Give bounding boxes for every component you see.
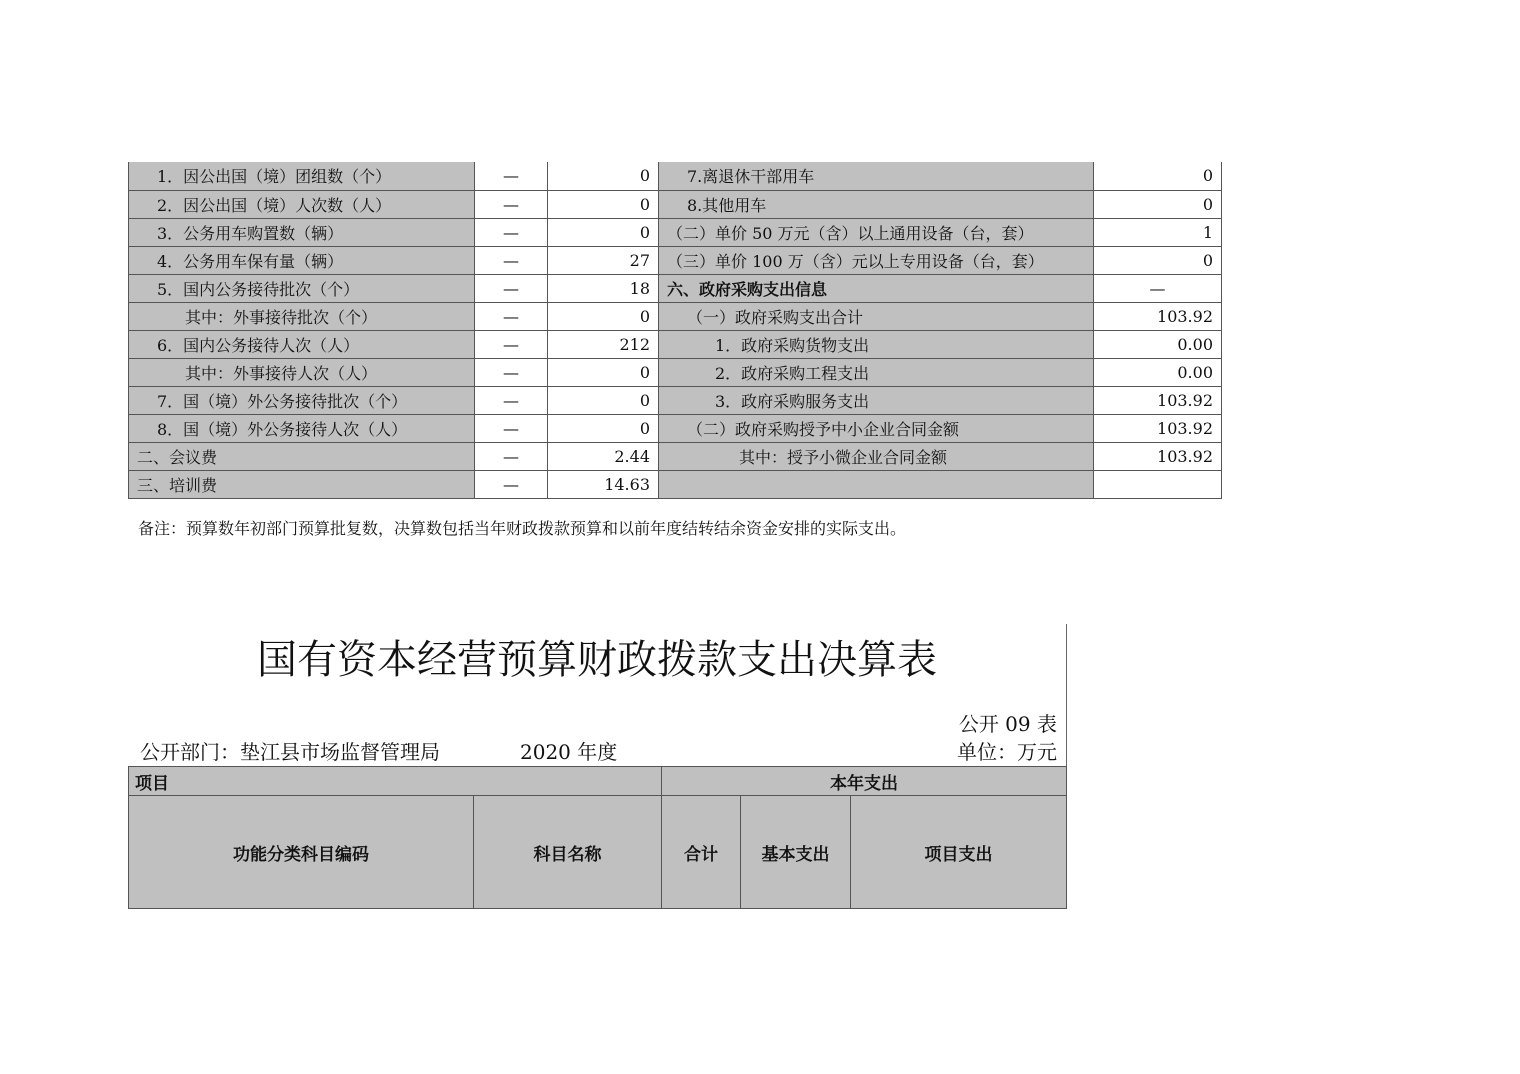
row-mark: — — [475, 274, 548, 302]
row-value: 0 — [548, 190, 659, 218]
row-value: 1 — [1094, 218, 1222, 246]
table-header-row — [129, 767, 1067, 796]
table-row — [129, 358, 1222, 386]
col-total: 合计 — [662, 796, 741, 909]
row-value: 0 — [1094, 246, 1222, 274]
row-label: 2．政府采购工程支出 — [659, 358, 1094, 386]
table-row — [129, 246, 1222, 274]
table-row — [129, 274, 1222, 302]
row-label: 3．公务用车购置数（辆） — [129, 218, 475, 246]
divider — [1066, 624, 1067, 766]
row-mark: — — [475, 330, 548, 358]
row-value: 0 — [1094, 190, 1222, 218]
row-mark: — — [475, 358, 548, 386]
row-label: 5．国内公务接待批次（个） — [129, 274, 475, 302]
row-value: 103.92 — [1094, 386, 1222, 414]
row-value: 14.63 — [548, 470, 659, 498]
table-header-row — [129, 796, 1067, 909]
row-value: 0.00 — [1094, 330, 1222, 358]
row-mark: — — [475, 386, 548, 414]
row-label: 7.离退休干部用车 — [659, 162, 1094, 190]
stats-table — [128, 162, 1222, 499]
row-value: 0 — [548, 302, 659, 330]
row-value: 0 — [1094, 162, 1222, 190]
row-mark: — — [475, 190, 548, 218]
col-project: 项目支出 — [851, 796, 1067, 909]
capital-budget-table — [128, 766, 1067, 909]
department-label: 公开部门：垫江县市场监督管理局 — [140, 740, 440, 764]
col-code: 功能分类科目编码 — [129, 796, 474, 909]
row-mark: — — [475, 442, 548, 470]
row-value — [1094, 470, 1222, 498]
row-label: 7．国（境）外公务接待批次（个） — [129, 386, 475, 414]
row-label: （一）政府采购支出合计 — [659, 302, 1094, 330]
table-code: 公开 09 表 — [958, 712, 1057, 736]
row-label: 其中：外事接待批次（个） — [129, 302, 475, 330]
row-label: 6．国内公务接待人次（人） — [129, 330, 475, 358]
table-row — [129, 190, 1222, 218]
row-label: 8.其他用车 — [659, 190, 1094, 218]
row-label: 8．国（境）外公务接待人次（人） — [129, 414, 475, 442]
row-label: 4．公务用车保有量（辆） — [129, 246, 475, 274]
row-value: 103.92 — [1094, 302, 1222, 330]
table-row — [129, 442, 1222, 470]
table-row — [129, 218, 1222, 246]
row-value: 2.44 — [548, 442, 659, 470]
row-value: 27 — [548, 246, 659, 274]
row-label: （二）单价 50 万元（含）以上通用设备（台，套） — [659, 218, 1094, 246]
row-label: 二、会议费 — [129, 442, 475, 470]
table-row — [129, 470, 1222, 498]
section-heading: 六、政府采购支出信息 — [659, 274, 1094, 302]
row-value: 103.92 — [1094, 414, 1222, 442]
table-row — [129, 414, 1222, 442]
row-label: （二）政府采购授予中小企业合同金额 — [659, 414, 1094, 442]
row-value: 0.00 — [1094, 358, 1222, 386]
row-value: 0 — [548, 358, 659, 386]
row-value: 0 — [548, 218, 659, 246]
row-value: 212 — [548, 330, 659, 358]
col-name: 科目名称 — [474, 796, 662, 909]
row-label: 其中：外事接待人次（人） — [129, 358, 475, 386]
table-row — [129, 386, 1222, 414]
row-value: 0 — [548, 414, 659, 442]
row-label: 其中：授予小微企业合同金额 — [659, 442, 1094, 470]
row-value: 103.92 — [1094, 442, 1222, 470]
row-label: 1．政府采购货物支出 — [659, 330, 1094, 358]
row-mark: — — [475, 162, 548, 190]
row-mark: — — [475, 218, 548, 246]
year-label: 2020 年度 — [520, 740, 618, 764]
row-mark: — — [475, 470, 548, 498]
row-value: 0 — [548, 162, 659, 190]
table-row — [129, 162, 1222, 190]
row-label: 3．政府采购服务支出 — [659, 386, 1094, 414]
table-row — [129, 330, 1222, 358]
row-mark: — — [475, 302, 548, 330]
header-current-year: 本年支出 — [662, 767, 1067, 796]
col-basic: 基本支出 — [741, 796, 851, 909]
unit-label: 单位：万元 — [957, 740, 1057, 764]
row-value: 0 — [548, 386, 659, 414]
row-label: （三）单价 100 万（含）元以上专用设备（台，套） — [659, 246, 1094, 274]
row-mark: — — [1094, 274, 1222, 302]
row-label: 1．因公出国（境）团组数（个） — [129, 162, 475, 190]
row-label: 三、培训费 — [129, 470, 475, 498]
row-label — [659, 470, 1094, 498]
header-project: 项目 — [129, 767, 662, 796]
row-label: 2．因公出国（境）人次数（人） — [129, 190, 475, 218]
table-row — [129, 302, 1222, 330]
table-title: 国有资本经营预算财政拨款支出决算表 — [257, 637, 937, 683]
row-mark: — — [475, 246, 548, 274]
row-value: 18 — [548, 274, 659, 302]
footnote: 备注：预算数年初部门预算批复数，决算数包括当年财政拨款预算和以前年度结转结余资金安排的实际支出。 — [138, 519, 907, 538]
row-mark: — — [475, 414, 548, 442]
